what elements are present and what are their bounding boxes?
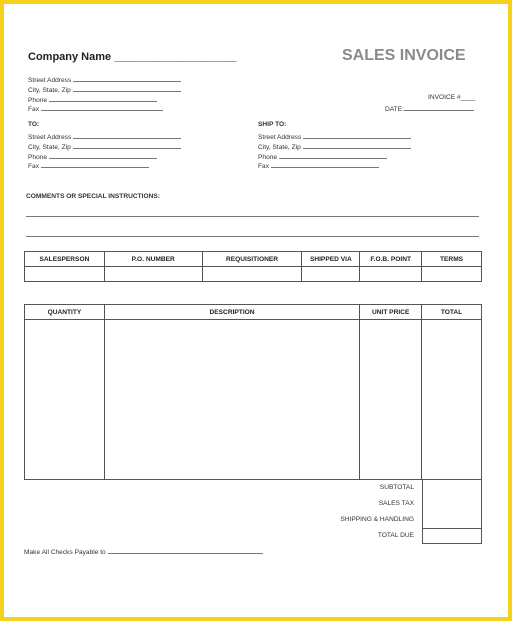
ship-street-field[interactable] (258, 131, 411, 141)
company-street-label: Street Address (28, 77, 72, 84)
ship-city-label: City, State, Zip (258, 144, 301, 151)
company-fax-field[interactable] (28, 103, 163, 113)
fob-point-cell[interactable] (360, 267, 422, 282)
ship-street-label: Street Address (258, 134, 302, 141)
terms-cell[interactable] (422, 267, 482, 282)
company-street-field[interactable] (28, 74, 181, 84)
company-city-label: City, State, Zip (28, 87, 71, 94)
items-body-row (25, 320, 482, 480)
ship-city-field[interactable] (258, 141, 411, 151)
shipped-via-cell[interactable] (302, 267, 360, 282)
requisitioner-cell[interactable] (202, 267, 302, 282)
to-city-label: City, State, Zip (28, 144, 71, 151)
to-phone-label: Phone (28, 154, 48, 161)
shipped-via-header: SHIPPED VIA (302, 252, 360, 267)
order-info-table (24, 251, 482, 282)
total-due-box-divider (422, 528, 482, 529)
quantity-cell[interactable] (25, 320, 105, 480)
unit-price-cell[interactable] (360, 320, 422, 480)
total-header: TOTAL (422, 305, 482, 320)
description-cell[interactable] (104, 320, 359, 480)
company-phone-label: Phone (28, 97, 48, 104)
ship-fax-field[interactable] (258, 160, 379, 170)
to-fax-label: Fax (28, 163, 39, 170)
to-heading: TO: (28, 121, 40, 128)
totals-value-column[interactable] (422, 480, 482, 544)
company-name-label: Company Name ____________________ (28, 51, 237, 63)
fob-point-header: F.O.B. POINT (360, 252, 422, 267)
terms-header: TERMS (422, 252, 482, 267)
checks-payable-field[interactable] (24, 546, 263, 556)
items-header-row (25, 305, 482, 320)
order-info-header-row (25, 252, 482, 267)
invoice-date-field[interactable] (385, 103, 474, 113)
order-info-entry-row (25, 267, 482, 282)
po-number-cell[interactable] (104, 267, 202, 282)
to-city-field[interactable] (28, 141, 181, 151)
items-table (24, 304, 482, 480)
total-due-label: TOTAL DUE (377, 532, 414, 539)
salesperson-header: SALESPERSON (25, 252, 105, 267)
ship-fax-label: Fax (258, 163, 269, 170)
checks-payable-label: Make All Checks Payable to (24, 549, 106, 556)
subtotal-label: SUBTOTAL (379, 484, 414, 491)
po-number-header: P.O. NUMBER (104, 252, 202, 267)
requisitioner-header: REQUISITIONER (202, 252, 302, 267)
salesperson-cell[interactable] (25, 267, 105, 282)
quantity-header: QUANTITY (25, 305, 105, 320)
to-street-label: Street Address (28, 134, 72, 141)
ship-to-heading: SHIP TO: (258, 121, 287, 128)
comments-line-2[interactable] (26, 236, 479, 237)
description-header: DESCRIPTION (104, 305, 359, 320)
shipping-handling-label: SHIPPING & HANDLING (340, 516, 414, 523)
invoice-number-field[interactable]: INVOICE #____ (428, 94, 476, 101)
invoice-title: SALES INVOICE (342, 47, 466, 64)
unit-price-header: UNIT PRICE (360, 305, 422, 320)
to-street-field[interactable] (28, 131, 181, 141)
ship-phone-label: Phone (258, 154, 278, 161)
comments-heading: COMMENTS OR SPECIAL INSTRUCTIONS: (26, 193, 160, 200)
date-label: DATE: (385, 106, 404, 113)
to-fax-field[interactable] (28, 160, 149, 170)
comments-line-1[interactable] (26, 216, 479, 217)
company-city-field[interactable] (28, 84, 181, 94)
company-fax-label: Fax (28, 106, 39, 113)
sales-tax-label: SALES TAX (378, 500, 414, 507)
total-cell[interactable] (422, 320, 482, 480)
